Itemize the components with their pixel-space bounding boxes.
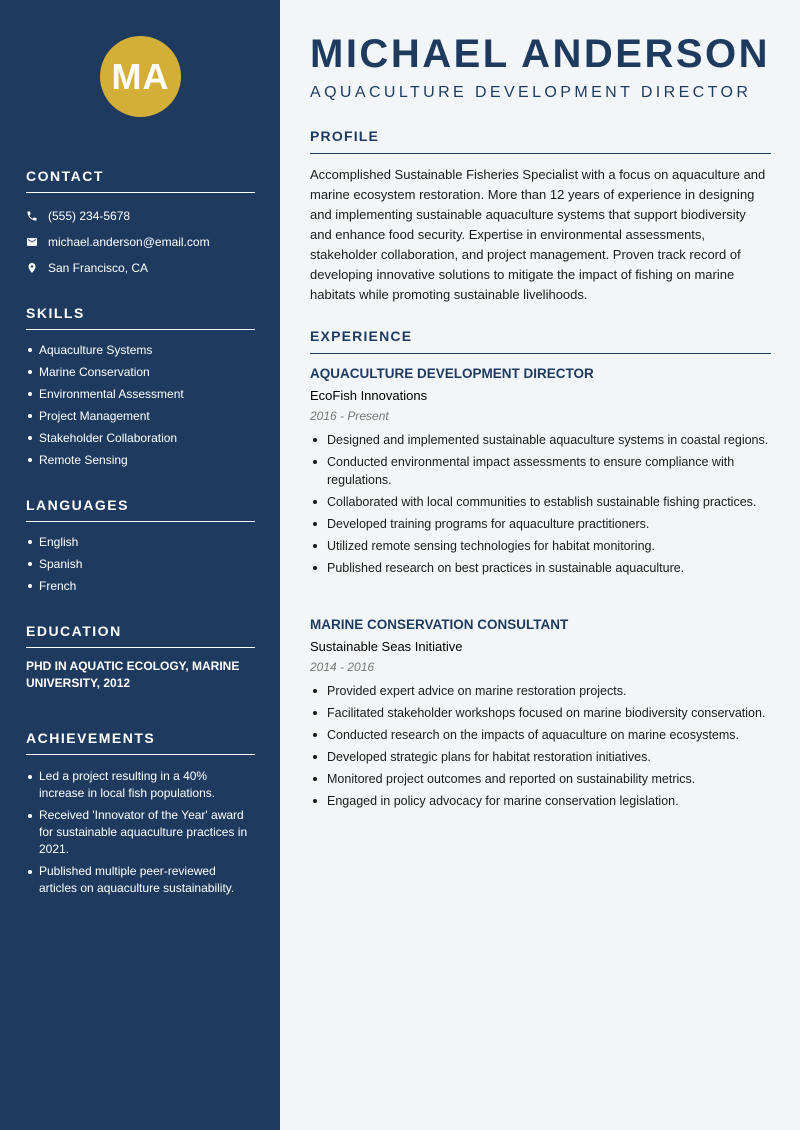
email-icon bbox=[26, 236, 48, 248]
list-item: Received 'Innovator of the Year' award for sustainable aquaculture practices in 2021. bbox=[26, 807, 255, 858]
list-item: Collaborated with local communities to establish sustainable fishing practices. bbox=[310, 493, 771, 511]
job-company: EcoFish Innovations bbox=[310, 388, 428, 403]
list-item: Monitored project outcomes and reported on sustainability metrics. bbox=[310, 770, 771, 788]
list-item: French bbox=[26, 575, 255, 597]
phone-icon bbox=[26, 210, 48, 222]
job-dates: 2014 - 2016 bbox=[310, 660, 375, 674]
list-item: Conducted research on the impacts of aquaculture on marine ecosystems. bbox=[310, 726, 771, 744]
list-item: Provided expert advice on marine restoration projects. bbox=[310, 682, 771, 700]
skills-section bbox=[26, 305, 255, 471]
list-item: Published multiple peer-reviewed articles on aquaculture sustainability. bbox=[26, 863, 255, 897]
achievements-section bbox=[26, 730, 255, 902]
job-dates: 2016 - Present bbox=[310, 409, 389, 423]
languages-heading: LANGUAGES bbox=[26, 497, 255, 522]
candidate-name: MICHAEL ANDERSON bbox=[310, 32, 771, 76]
contact-location-text: San Francisco, CA bbox=[48, 261, 149, 275]
list-item: Utilized remote sensing technologies for habitat monitoring. bbox=[310, 537, 771, 555]
contact-section bbox=[26, 168, 255, 281]
contact-phone-text[interactable]: (555) 234-5678 bbox=[48, 209, 131, 223]
sidebar bbox=[0, 0, 280, 1130]
main-content bbox=[280, 0, 800, 1130]
job-bullets bbox=[310, 431, 771, 577]
achievements-list bbox=[26, 768, 255, 897]
list-item: Conducted environmental impact assessments to ensure compliance with regulations. bbox=[310, 453, 771, 489]
list-item: Facilitated stakeholder workshops focused on marine biodiversity conservation. bbox=[310, 704, 771, 722]
list-item: Developed strategic plans for habitat restoration initiatives. bbox=[310, 748, 771, 766]
list-item: Engaged in policy advocacy for marine conservation legislation. bbox=[310, 792, 771, 810]
experience-heading: EXPERIENCE bbox=[310, 328, 771, 354]
list-item: Developed training programs for aquaculture practitioners. bbox=[310, 515, 771, 533]
list-item: Stakeholder Collaboration bbox=[26, 427, 255, 449]
education-heading: EDUCATION bbox=[26, 623, 255, 648]
achievements-heading: ACHIEVEMENTS bbox=[26, 730, 255, 755]
location-icon bbox=[26, 262, 48, 274]
job-entry bbox=[310, 617, 771, 814]
experience-section bbox=[310, 328, 771, 354]
job-title: AQUACULTURE DEVELOPMENT DIRECTOR bbox=[310, 366, 594, 381]
avatar-initials: MA bbox=[111, 55, 170, 97]
list-item: Project Management bbox=[26, 405, 255, 427]
list-item: Designed and implemented sustainable aquaculture systems in coastal regions. bbox=[310, 431, 771, 449]
languages-list bbox=[26, 531, 255, 597]
education-degree: PHD IN AQUATIC ECOLOGY, MARINE UNIVERSITY, 2012 bbox=[26, 659, 240, 690]
job-company: Sustainable Seas Initiative bbox=[310, 639, 463, 654]
contact-email bbox=[26, 229, 255, 255]
education-section bbox=[26, 623, 255, 692]
avatar bbox=[100, 36, 181, 117]
profile-heading: PROFILE bbox=[310, 128, 771, 154]
list-item: Aquaculture Systems bbox=[26, 339, 255, 361]
contact-heading: CONTACT bbox=[26, 168, 255, 193]
list-item: Remote Sensing bbox=[26, 449, 255, 471]
job-bullets bbox=[310, 682, 771, 810]
contact-phone bbox=[26, 203, 255, 229]
contact-location bbox=[26, 255, 255, 281]
contact-email-text[interactable]: michael.anderson@email.com bbox=[48, 235, 210, 249]
skills-list bbox=[26, 339, 255, 471]
languages-section bbox=[26, 497, 255, 597]
list-item: English bbox=[26, 531, 255, 553]
skills-heading: SKILLS bbox=[26, 305, 255, 330]
contact-list bbox=[26, 203, 255, 281]
list-item: Marine Conservation bbox=[26, 361, 255, 383]
job-entry bbox=[310, 366, 771, 581]
list-item: Published research on best practices in sustainable aquaculture. bbox=[310, 559, 771, 577]
list-item: Environmental Assessment bbox=[26, 383, 255, 405]
list-item: Led a project resulting in a 40% increase in local fish populations. bbox=[26, 768, 255, 802]
list-item: Spanish bbox=[26, 553, 255, 575]
profile-section bbox=[310, 128, 771, 305]
candidate-role: AQUACULTURE DEVELOPMENT DIRECTOR bbox=[310, 84, 752, 101]
job-title: MARINE CONSERVATION CONSULTANT bbox=[310, 617, 569, 632]
profile-text: Accomplished Sustainable Fisheries Specialist with a focus on aquaculture and marine ecosystem restoration. More than 12 years of experience in designing and implementing sustainable aquaculture systems that support biodiversity and enhance food security. Expertise in environmental assessments, stakeholder collaboration, and project management. Proven track record of developing innovative solutions to mitigate the impact of fishing on marine habitats while promoting sustainable livelihoods. bbox=[310, 167, 766, 302]
